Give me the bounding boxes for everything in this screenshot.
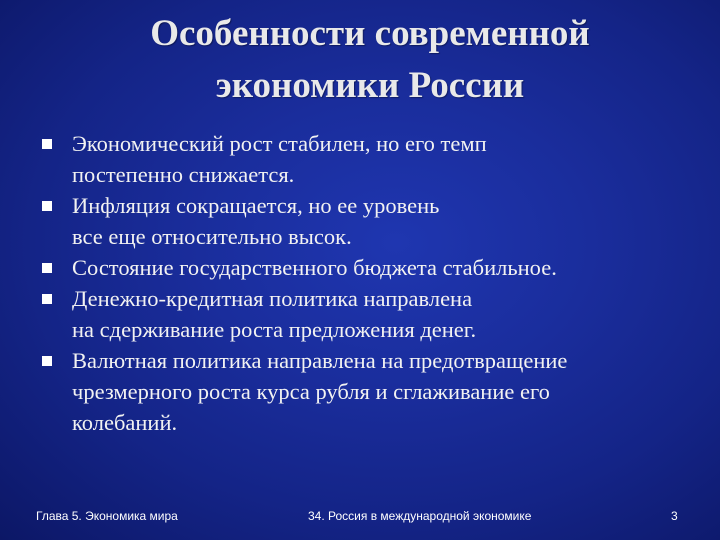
square-bullet-icon [42, 294, 52, 304]
square-bullet-icon [42, 139, 52, 149]
bullet-text-line: колебаний. [72, 410, 178, 435]
bullet-text-line: Инфляция сокращается, но ее уровень [72, 193, 440, 218]
bullet-text-line: Денежно-кредитная политика направлена [72, 286, 473, 311]
bullet-text-line: Валютная политика направлена на предотвращение [72, 348, 568, 373]
slide-title [60, 8, 680, 112]
bullet-text-line: Состояние государственного бюджета стабильное. [72, 255, 557, 280]
footer-section: 34. Россия в международной экономике [308, 509, 532, 523]
bullet-item [42, 190, 692, 252]
bullet-text-line: постепенно снижается. [72, 162, 295, 187]
bullet-text-line: на сдерживание роста предложения денег. [72, 317, 477, 342]
square-bullet-icon [42, 263, 52, 273]
bullet-item [42, 283, 692, 345]
square-bullet-icon [42, 356, 52, 366]
bullet-text-line: все еще относительно высок. [72, 224, 352, 249]
bullet-item [42, 345, 692, 438]
bullet-text-line: Экономический рост стабилен, но его темп [72, 131, 487, 156]
bullet-item [42, 128, 692, 190]
bullet-text-line: чрезмерного роста курса рубля и сглаживание его [72, 379, 550, 404]
square-bullet-icon [42, 201, 52, 211]
bullet-item [42, 252, 692, 283]
bullet-list [42, 128, 692, 438]
title-line: Особенности современной [150, 13, 590, 54]
page-number: 3 [671, 509, 678, 523]
title-line: экономики России [215, 65, 525, 106]
footer-chapter: Глава 5. Экономика мира [36, 509, 178, 523]
